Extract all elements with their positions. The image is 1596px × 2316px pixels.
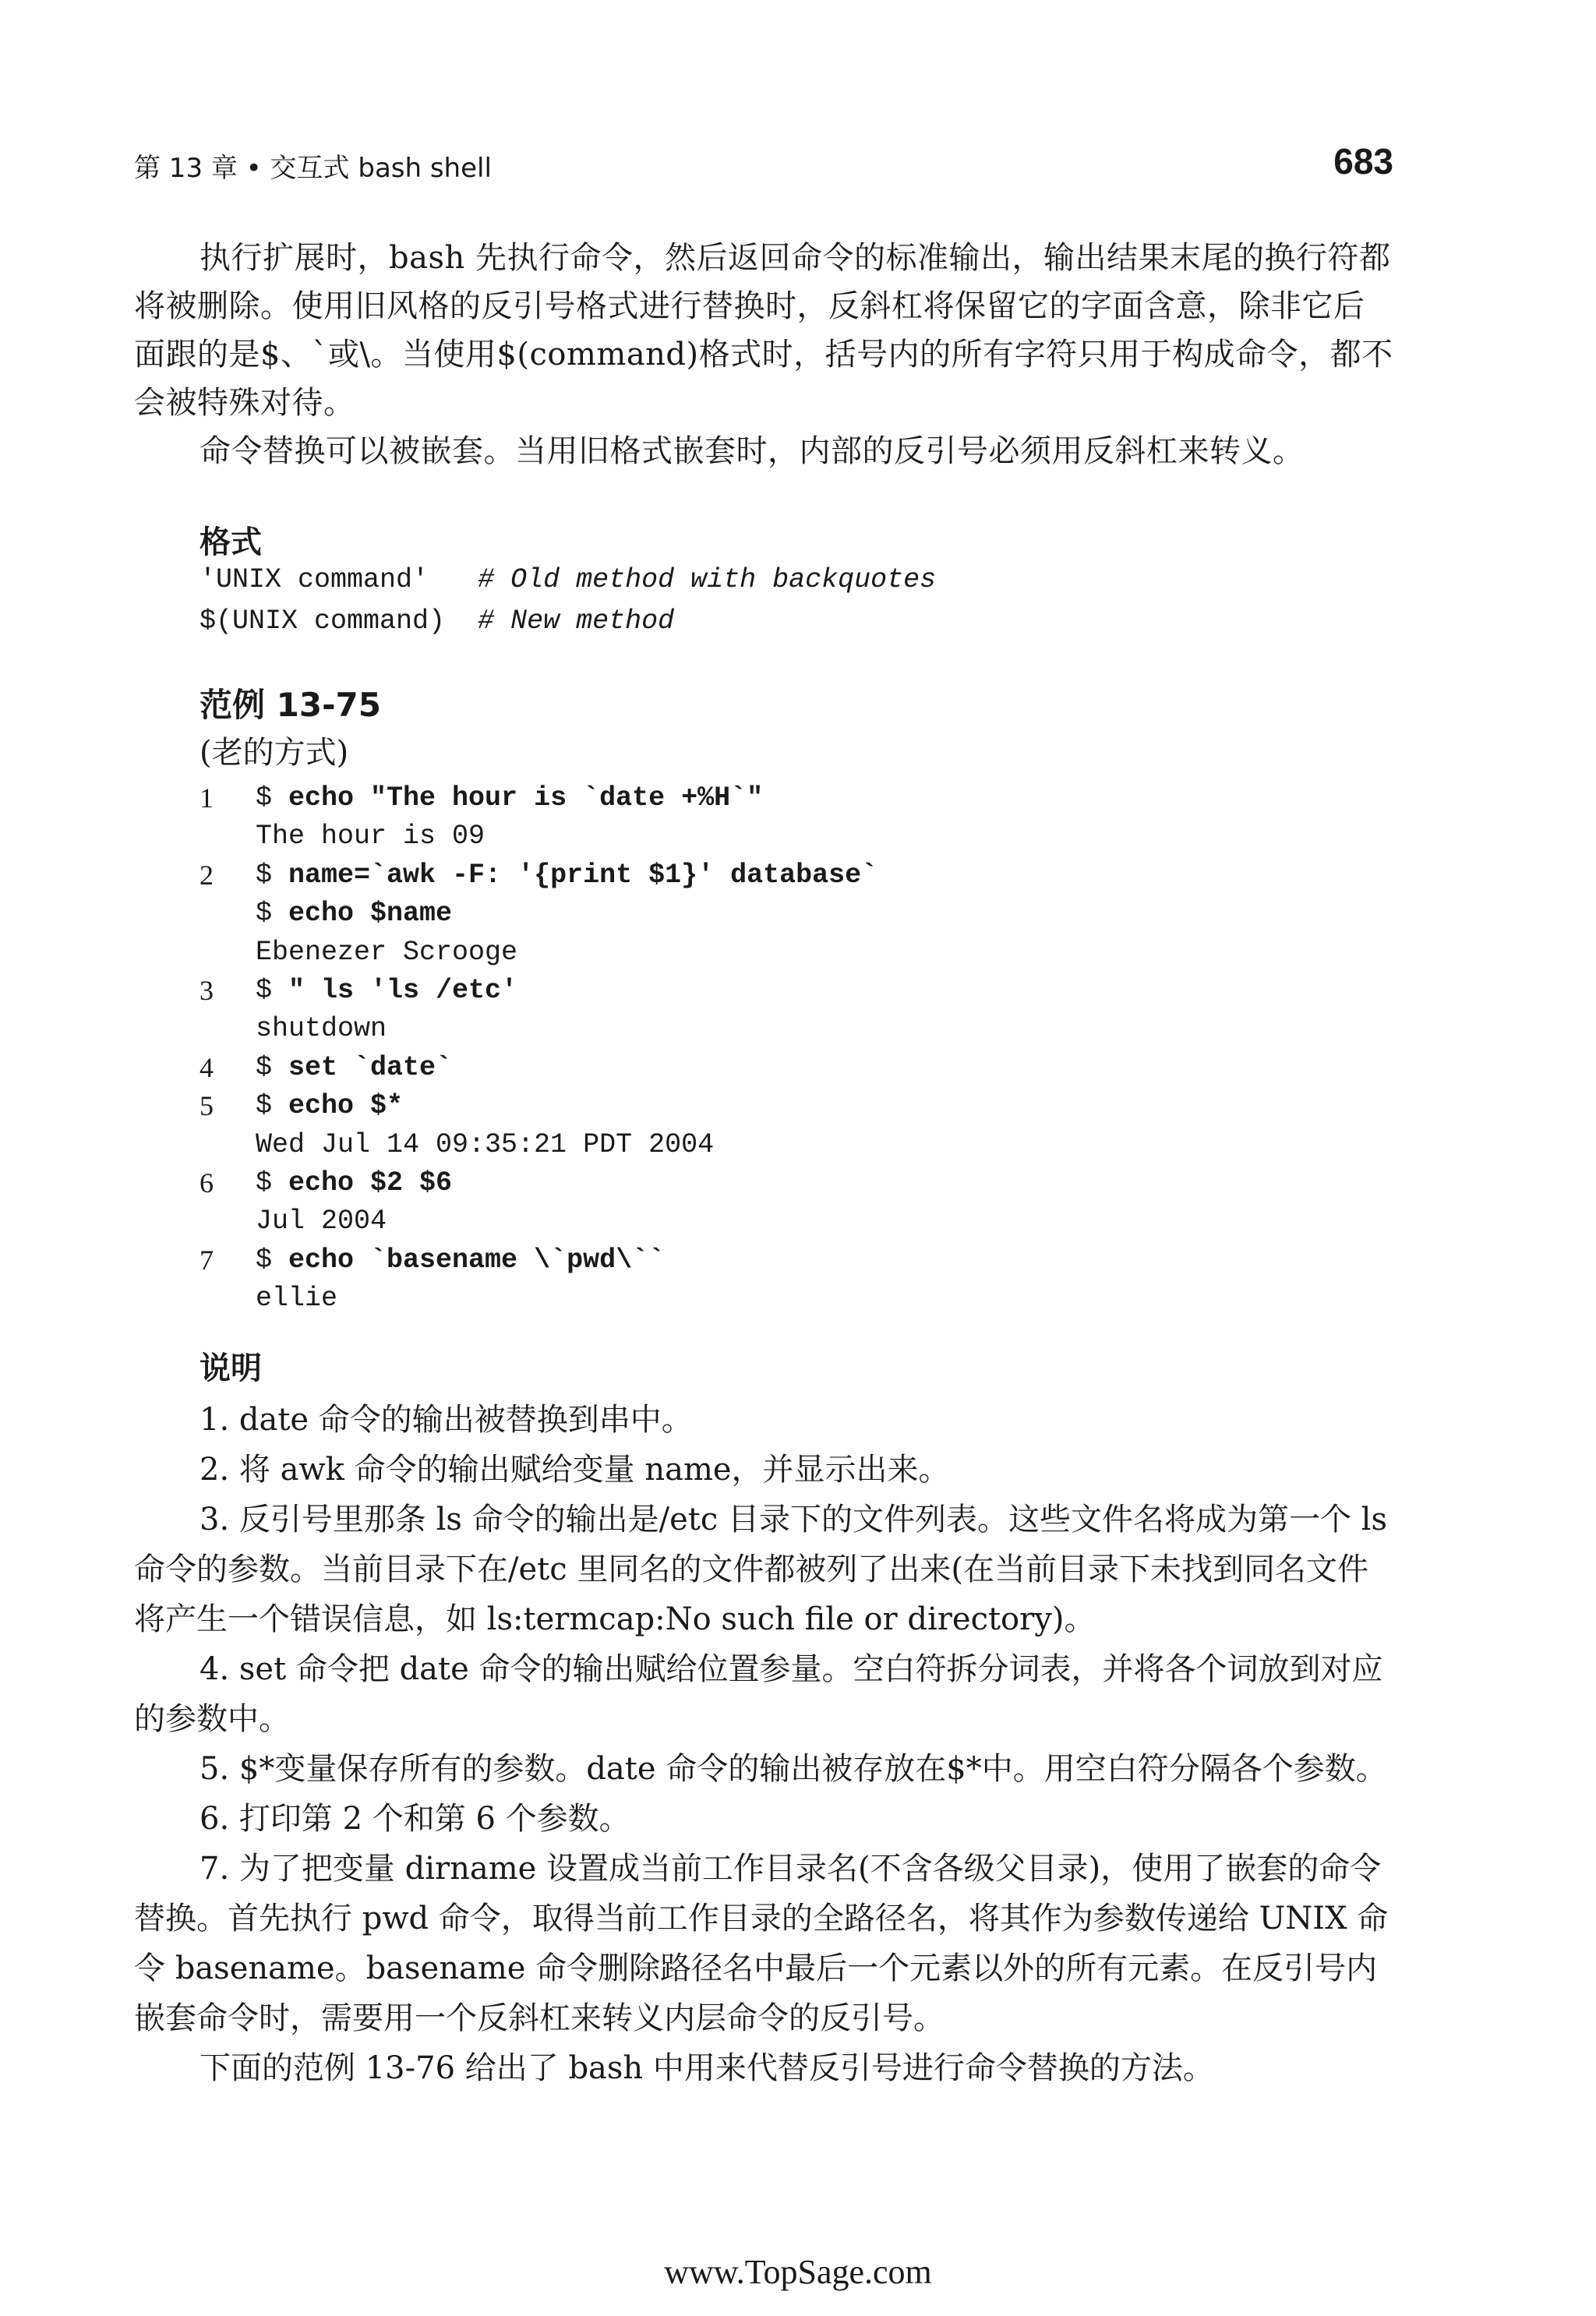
code-text xyxy=(256,779,763,817)
example-title: 范例 13-75 xyxy=(200,686,381,724)
code-line xyxy=(200,1241,1213,1280)
code-text xyxy=(256,1164,452,1202)
format-comment: # Old method with backquotes xyxy=(478,564,937,595)
explanation-note: 4. set 命令把 date 命令的输出赋给位置参量。空白符拆分词表，并将各个词放到对应的参数中。 xyxy=(134,1651,1383,1737)
format-heading: 格式 xyxy=(200,524,262,560)
code-line xyxy=(200,779,1213,817)
shell-command: set `date` xyxy=(288,1051,453,1083)
shell-command: echo $* xyxy=(288,1090,404,1122)
format-line xyxy=(200,605,674,637)
line-number: 7 xyxy=(200,1244,214,1276)
line-number: 5 xyxy=(200,1090,214,1122)
explanation-note: 2. 将 awk 命令的输出赋给变量 name，并显示出来。 xyxy=(200,1452,950,1488)
code-text xyxy=(256,895,452,933)
line-number: 1 xyxy=(200,782,214,814)
format-code: $(UNIX command) xyxy=(200,605,478,637)
shell-prompt: $ xyxy=(256,1167,289,1199)
shell-prompt: $ xyxy=(256,859,289,891)
footer-url: www.TopSage.com xyxy=(664,2253,932,2291)
line-number: 4 xyxy=(200,1051,214,1083)
code-line xyxy=(200,1126,1213,1164)
shell-command: echo $name xyxy=(288,898,453,930)
explanation-note: 7. 为了把变量 dirname 设置成当前工作目录名(不含各级父目录)，使用了嵌套的命令替换。首先执行 pwd 命令，取得当前工作目录的全路径名，将其作为参数传递给 UNIX 命令 basename。basename 命令删除路径名中最后一个元素以外的所有元素。在反引号内嵌套命令时，需要用一个反斜杠来转义内层命令的反引号。 xyxy=(134,1851,1389,2036)
explanation-heading: 说明 xyxy=(200,1350,262,1386)
page-number: 683 xyxy=(1333,141,1393,182)
code-text xyxy=(256,856,877,895)
explanation-note: 5. $*变量保存所有的参数。date 命令的输出被存放在$*中。用空白符分隔各个参数。 xyxy=(200,1751,1387,1787)
code-text xyxy=(256,1202,387,1241)
format-line xyxy=(200,564,936,595)
chapter-title: 第 13 章 • 交互式 bash shell xyxy=(134,153,492,184)
shell-command: echo `basename \`pwd\`` xyxy=(288,1244,666,1276)
line-number: 6 xyxy=(200,1167,214,1199)
code-text xyxy=(256,1126,714,1164)
code-line xyxy=(200,856,1213,895)
command-output: The hour is 09 xyxy=(256,821,486,853)
code-line xyxy=(200,972,1213,1010)
intro-paragraph: 执行扩展时，bash 先执行命令，然后返回命令的标准输出，输出结果末尾的换行符都将被删除。使用旧风格的反引号格式进行替换时，反斜杠将保留它的字面含意，除非它后面跟的是$、`或\。当使用$(command)格式时，括号内的所有字符只用于构成命令，都不会被特殊对待。 xyxy=(134,240,1393,421)
format-code: 'UNIX command' xyxy=(200,564,478,595)
shell-command: name=`awk -F: '{print $1}' database` xyxy=(288,859,878,891)
shell-prompt: $ xyxy=(256,974,289,1006)
explanation-note: 6. 打印第 2 个和第 6 个参数。 xyxy=(200,1801,630,1837)
shell-command: echo $2 $6 xyxy=(288,1167,453,1199)
code-line xyxy=(200,1202,1213,1241)
shell-prompt: $ xyxy=(256,1244,289,1276)
shell-command: " ls 'ls /etc' xyxy=(288,974,518,1006)
shell-prompt: $ xyxy=(256,1051,289,1083)
code-text xyxy=(256,1010,387,1048)
explanation-note: 3. 反引号里那条 ls 命令的输出是/etc 目录下的文件列表。这些文件名将成为第一个 ls 命令的参数。当前目录下在/etc 里同名的文件都被列了出来(在当前目录下未找到同名文件将产生一个错误信息，如 ls:termcap:No such file or directory)。 xyxy=(134,1502,1388,1637)
code-text xyxy=(256,972,517,1010)
code-line xyxy=(200,934,1213,972)
code-line xyxy=(200,1164,1213,1202)
code-text xyxy=(256,934,517,972)
code-line xyxy=(200,895,1213,933)
code-text xyxy=(256,1087,403,1125)
format-comment: # New method xyxy=(478,605,675,637)
explanation-notes xyxy=(134,1395,1393,2093)
code-line xyxy=(200,1087,1213,1125)
code-text xyxy=(256,1049,452,1087)
shell-prompt: $ xyxy=(256,782,289,814)
example-subtitle: (老的方式) xyxy=(200,735,349,771)
intro-paragraph: 命令替换可以被嵌套。当用旧格式嵌套时，内部的反引号必须用反斜杠来转义。 xyxy=(200,433,1305,469)
shell-command: echo "The hour is `date +%H`" xyxy=(288,782,764,814)
command-output: Jul 2004 xyxy=(256,1206,387,1237)
code-line xyxy=(200,817,1213,856)
shell-prompt: $ xyxy=(256,1090,289,1122)
command-output: Wed Jul 14 09:35:21 PDT 2004 xyxy=(256,1128,715,1160)
page-header xyxy=(134,140,1393,187)
code-text xyxy=(256,1241,665,1280)
command-output: ellie xyxy=(256,1283,338,1315)
code-line xyxy=(200,1049,1213,1087)
code-line xyxy=(200,1010,1213,1048)
line-number: 2 xyxy=(200,859,214,891)
line-number: 3 xyxy=(200,974,214,1006)
code-line xyxy=(200,1280,1213,1318)
explanation-note: 下面的范例 13-76 给出了 bash 中用来代替反引号进行命令替换的方法。 xyxy=(200,2050,1214,2086)
command-output: shutdown xyxy=(256,1013,387,1045)
code-text xyxy=(256,1280,337,1318)
command-output: Ebenezer Scrooge xyxy=(256,936,518,968)
code-listing xyxy=(200,779,1213,1318)
intro-text xyxy=(134,234,1393,475)
explanation-note: 1. date 命令的输出被替换到串中。 xyxy=(200,1402,693,1438)
code-text xyxy=(256,817,485,856)
shell-prompt: $ xyxy=(256,898,289,930)
